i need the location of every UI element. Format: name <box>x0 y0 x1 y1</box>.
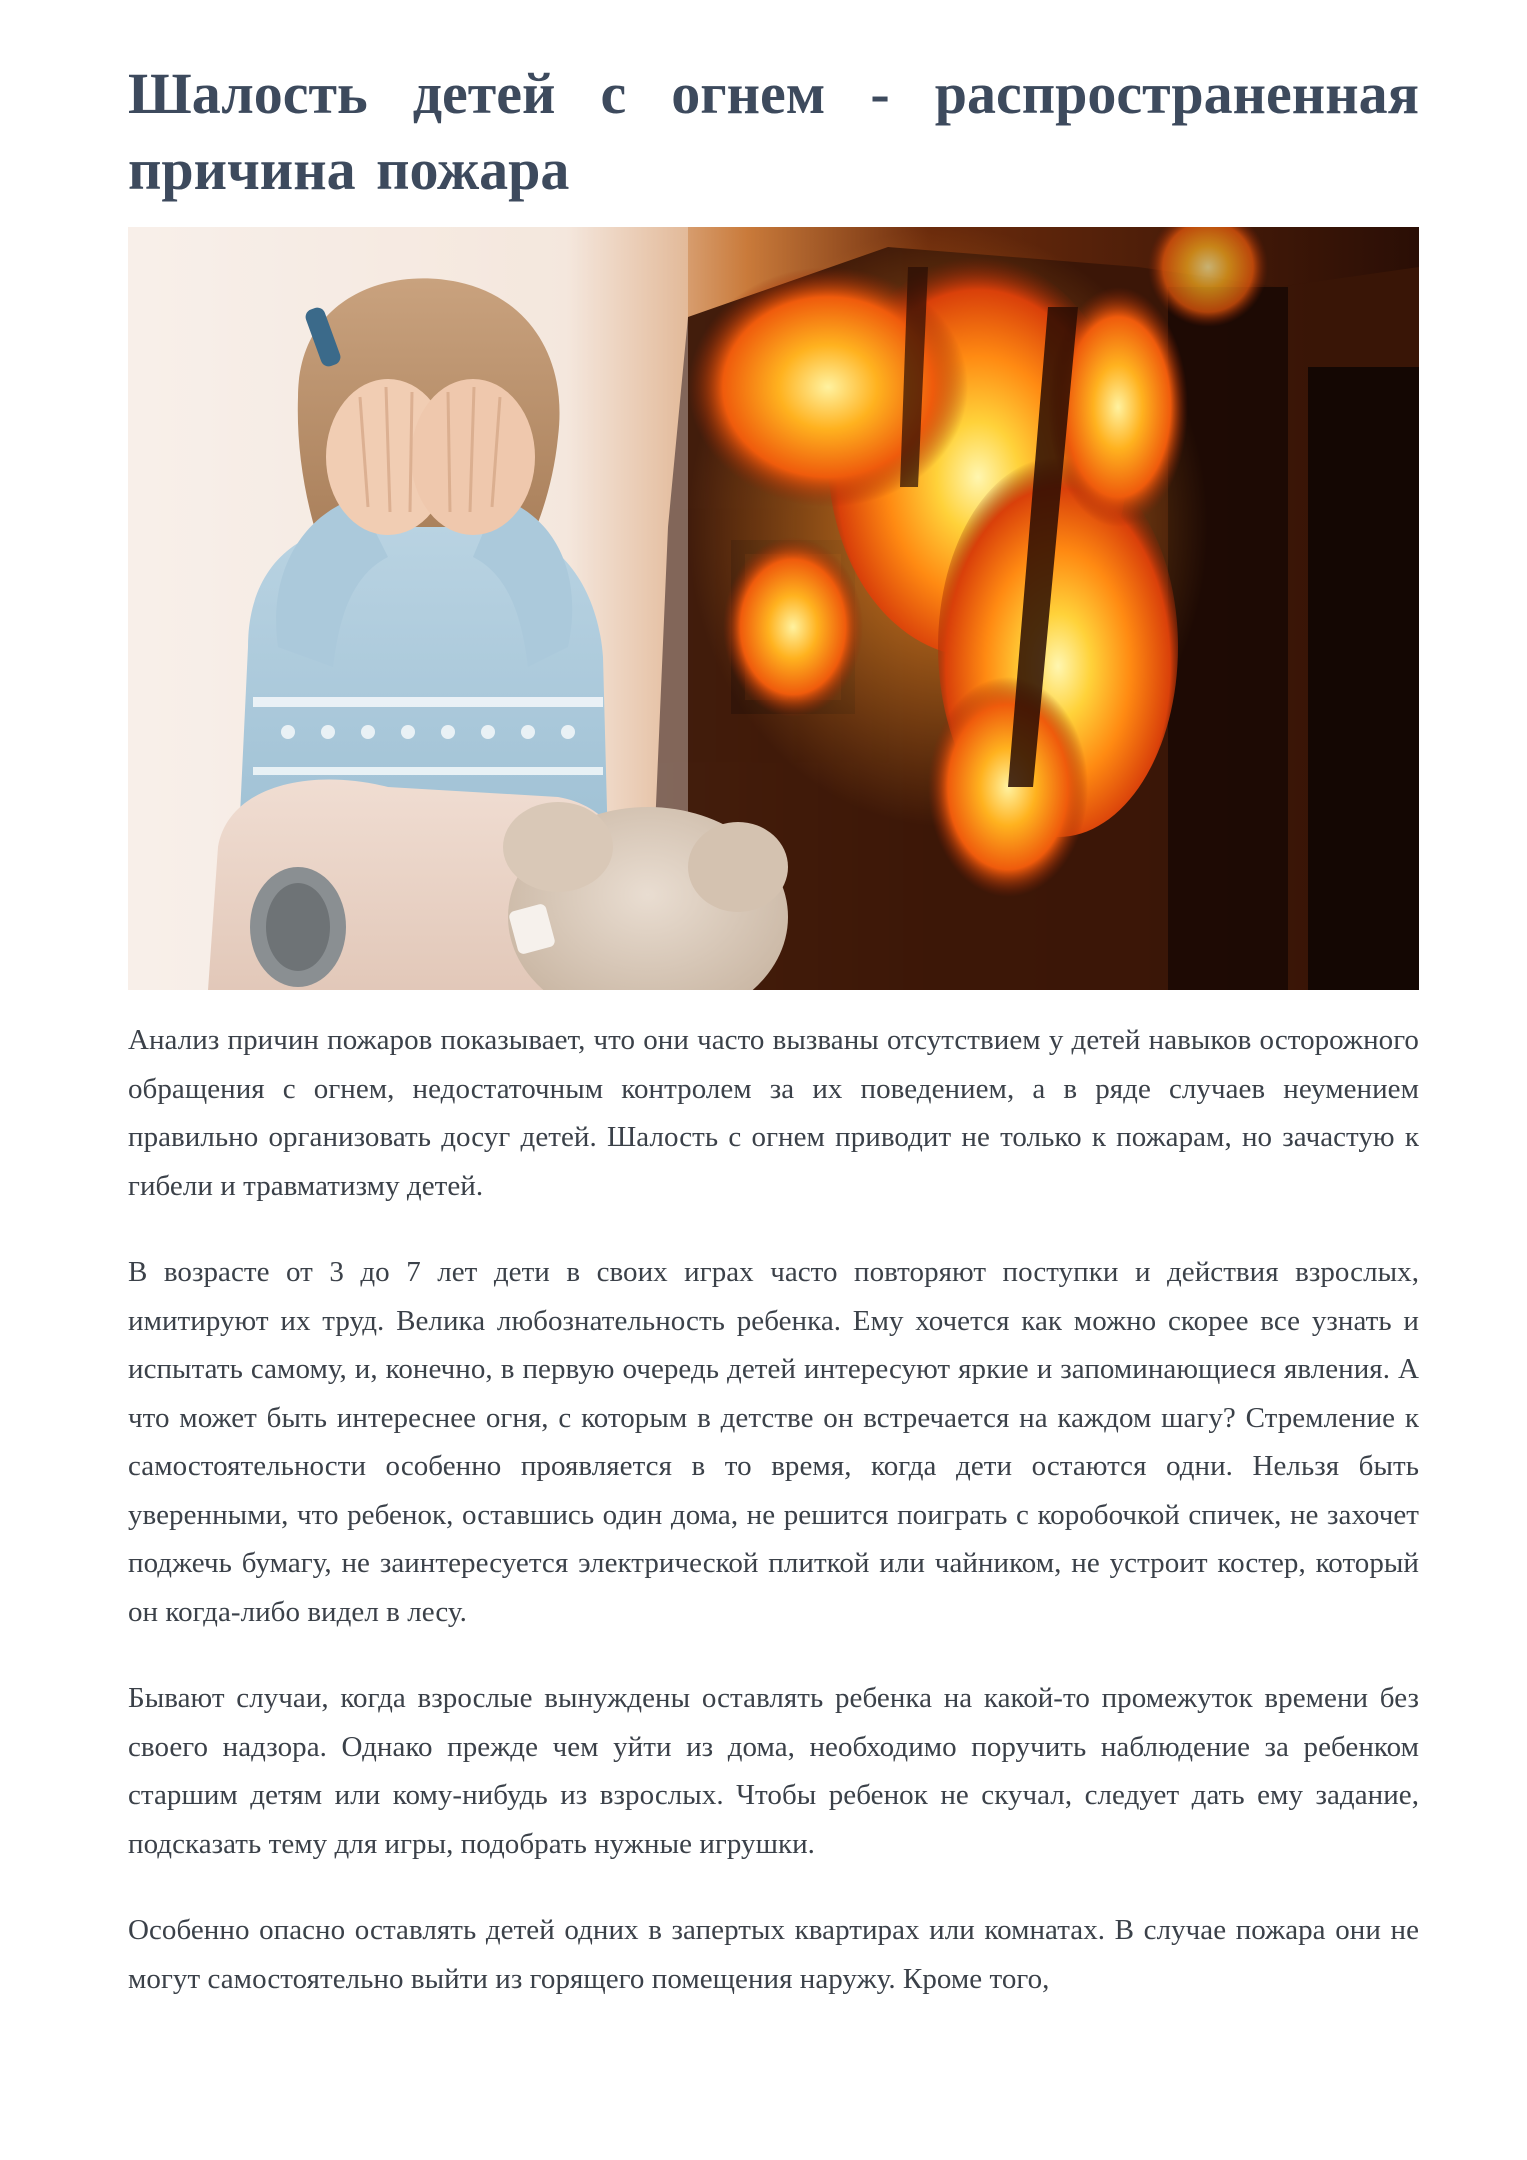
page-title: Шалость детей с огнем - распространенная причина пожара <box>128 61 1419 202</box>
child-and-fire-photo-icon <box>128 227 1419 990</box>
paragraph-2: В возрасте от 3 до 7 лет дети в своих играх часто повторяют поступки и действия взрослых, имитируют их труд. Велика любознательность ребенка. Ему хочется как можно скорее все узнать и испытать самому, и, конечно, в первую очередь детей интересуют яркие и запоминающиеся явления. А что может быть интереснее огня, с которым в детстве он встречается на каждом шагу? Стремление к самостоятельности особенно проявляется в то время, когда дети остаются одни. Нельзя быть уверенными, что ребенок, оставшись один дома, не решится поиграть с коробочкой спичек, не захочет поджечь бумагу, не заинтересуется электрической плиткой или чайником, не устроит костер, который он когда-либо видел в лесу. <box>128 1256 1419 1628</box>
paragraph-1: Анализ причин пожаров показывает, что они часто вызваны отсутствием у детей навыков осторожного обращения с огнем, недостаточным контролем за их поведением, а в ряде случаев неумением правильно организовать досуг детей. Шалость с огнем приводит не только к пожарам, но зачастую к гибели и травматизму детей. <box>128 1024 1419 1202</box>
hero-image <box>128 227 1419 990</box>
article-body <box>128 1016 1419 2041</box>
paragraph-4: Особенно опасно оставлять детей одних в запертых квартирах или комнатах. В случае пожара они не могут самостоятельно выйти из горящего помещения наружу. Кроме того, <box>128 1914 1419 1995</box>
document-page <box>128 0 1419 1995</box>
paragraph-3: Бывают случаи, когда взрослые вынуждены оставлять ребенка на какой-то промежуток времени без своего надзора. Однако прежде чем уйти из дома, необходимо поручить наблюдение за ребенком старшим детям или кому-нибудь из взрослых. Чтобы ребенок не скучал, следует дать ему задание, подсказать тему для игры, подобрать нужные игрушки. <box>128 1682 1419 1860</box>
